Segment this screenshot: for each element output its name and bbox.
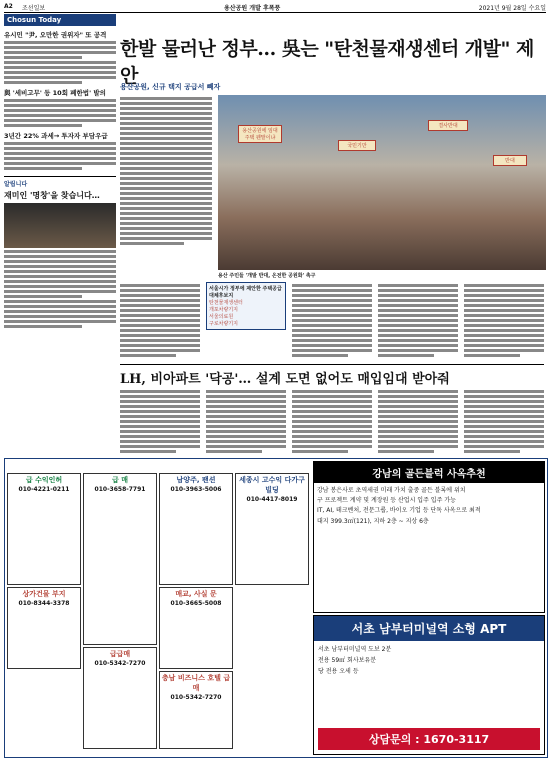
profile-title: 재미인 '명창'을 찾습니다… — [4, 191, 100, 200]
table-row: 구로차량기지 — [209, 321, 238, 327]
ad-box: 급급매 010-5342-7270 — [83, 647, 157, 749]
table-row: 탄천물재생센터 — [209, 300, 243, 306]
ad-box: 매교, 사실 문 010-3665-5008 — [159, 587, 233, 669]
ad-box: 남양주, 팬션 010-3963-5006 — [159, 473, 233, 585]
office-ad-title: 강남의 골든블럭 사옥추천 — [314, 462, 544, 483]
apt-ad: 서초 남부터미널역 소형 APT 서초 남부터미널역 도보 2분 전용 59㎡ 회사보유분 당 전용 오세 등 상담문의 : 1670-3117 — [313, 615, 545, 755]
sidebar-item: 與 '세비고무' 등 10회 폐한법' 발의 — [4, 89, 106, 97]
ad-box: 급 수익인허 010-4221-0211 — [7, 473, 81, 585]
page-number: A2 — [4, 3, 13, 10]
apt-ad-title: 서초 남부터미널역 소형 APT — [314, 616, 544, 641]
sidebar-label: Chosun Today — [4, 14, 116, 26]
profile-photo — [4, 203, 116, 248]
section-title: 용산공원 개발 후폭풍 — [224, 5, 281, 12]
paper-name: 조선일보 — [22, 5, 46, 12]
apt-ad-phone: 상담문의 : 1670-3117 — [318, 728, 540, 750]
protest-sign: 국민기만 — [338, 140, 376, 151]
protest-sign: 반대 — [493, 155, 527, 166]
sidebar-item: 유시민 "尹, 오만한 권위자" 또 공격 — [4, 31, 107, 39]
page-header — [4, 2, 546, 13]
table-row: 서울의료원 — [209, 314, 234, 320]
ad-box: 상가건물 부지 010-8344-3378 — [7, 587, 81, 669]
protest-sign: 용산공원에 임대주택 웬말이냐 — [238, 125, 282, 143]
ad-box: 세종시 고수익 다가구 빌딩 010-4417-8019 — [235, 473, 309, 585]
ad-box: 급 매 010-3658-7791 — [83, 473, 157, 645]
sidebar-item: 3년간 22% 과세→ 투자자 부담우급 — [4, 132, 108, 140]
table-row: 개포차량기지 — [209, 307, 238, 313]
article2-body — [120, 388, 544, 455]
article-columns — [120, 282, 544, 359]
subhead: 용산공원, 신규 택지 공급서 빼자 — [120, 83, 221, 91]
photo-caption: 용산 주민들 '개발 반대, 온전한 공원화' 촉구 — [218, 273, 316, 279]
issue-date: 2021년 9월 28일 수요일 — [478, 5, 546, 12]
ad-box: 충남 비즈니스 호텔 급매 010-5342-7270 — [159, 671, 233, 749]
sidebar — [4, 14, 116, 330]
classified-ads — [4, 458, 548, 758]
article-body — [120, 95, 212, 247]
protest-sign: 결사반대 — [428, 120, 468, 131]
table-title: 서울시가 정부에 제안한 주택공급 대체후보지 — [209, 286, 282, 299]
office-ad: 강남의 골든블럭 사옥추천 강남 봉은사로 초역세권 미래 가치 출중 골든 블록에 위치 구 프로젝트 계약 및 계장원 등 산업시 입주 입주 가능 IT, AI, 테크벤처, 전문그룹, 바이오 기업 등 단독 사옥으로 최적 대지 399.3㎡(121), 지하 2층 ~ 지상 6층 — [313, 461, 545, 613]
article2-headline: LH, 비아파트 '닥공'… 설계 도면 없어도 매입임대 받아줘 — [120, 364, 544, 387]
supply-table — [206, 282, 286, 330]
profile-label: 알립니다 — [4, 176, 116, 188]
protest-photo — [218, 95, 546, 270]
main-headline: 한발 물러난 정부… 吳는 "탄천물재생센터 개발" 제안 — [120, 38, 534, 87]
